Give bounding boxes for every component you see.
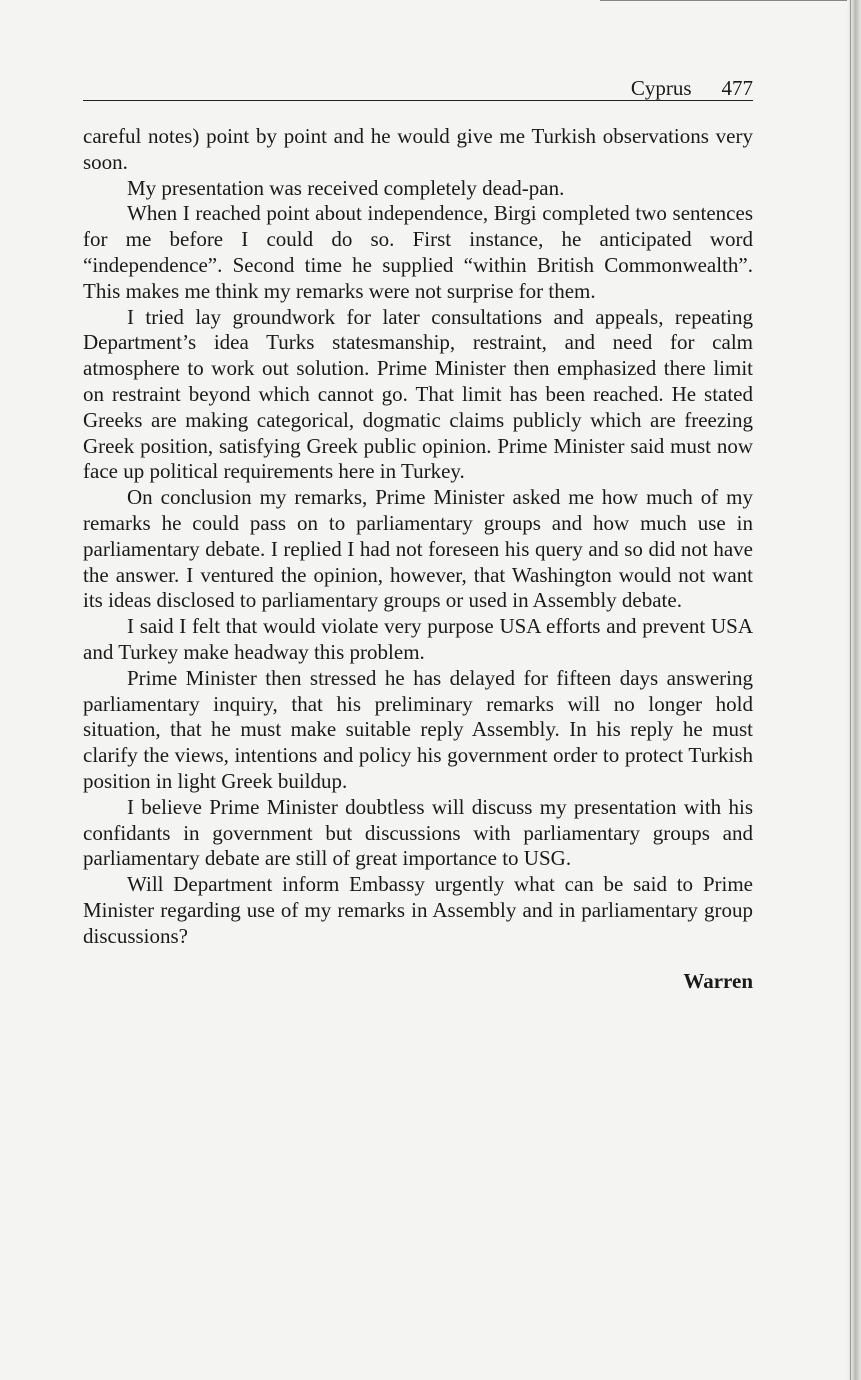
top-edge-rule (600, 0, 861, 1)
page-number: 477 (721, 76, 753, 100)
paragraph-5: On conclusion my remarks, Prime Minister asked me how much of my remarks he could pass on to parliamentary groups and how much use in parliamentary debate. I replied I had not foreseen his query and so did not have the answer. I ventured the opinion, however, that Washington would not want its ideas disclosed to parliamentary groups or used in Assembly debate. (83, 485, 753, 613)
paragraph-7: Prime Minister then stressed he has delayed for fifteen days answering parliamentary inquiry, that his preliminary remarks will no longer hold situation, that he must make suitable reply Assembly. In his reply he must clarify the views, intentions and policy his government order to protect Turkish position in light Greek buildup. (83, 665, 753, 793)
body-text (83, 124, 753, 994)
paragraph-8: I believe Prime Minister doubtless will discuss my presentation with his confidants in government but discussions with parliamentary groups and parliamentary debate are still of great importance to USG. (83, 794, 753, 871)
paragraph-2: My presentation was received completely dead-pan. (127, 175, 565, 200)
running-head (83, 76, 753, 101)
signature: Warren (683, 968, 753, 993)
running-head-title: Cyprus (630, 76, 692, 100)
page-edge-line (850, 0, 851, 1380)
paragraph-6: I said I felt that would violate very purpose USA efforts and prevent USA and Turkey make headway this problem. (83, 614, 753, 664)
paragraph-1: careful notes) point by point and he would give me Turkish observations very soon. (83, 124, 753, 174)
paragraph-3: When I reached point about independence, Birgi completed two sentences for me before I could do so. First instance, he anticipated word “independence”. Second time he supplied “within British Commonwealth”. This makes me think my remarks were not surprise for them. (83, 201, 753, 303)
paragraph-9: Will Department inform Embassy urgently what can be said to Prime Minister regarding use of my remarks in Assembly and in parliamentary group discussions? (83, 872, 753, 948)
paragraph-4: I tried lay groundwork for later consultations and appeals, repeating Department’s idea Turks statesmanship, restraint, and need for calm atmosphere to work out solution. Prime Minister then emphasized there limit on restraint beyond which cannot go. That limit has been reached. He stated Greeks are making categorical, dogmatic claims publicly which are freezing Greek position, satisfying Greek public opinion. Prime Minister said must now face up political requirements here in Turkey. (83, 304, 753, 484)
